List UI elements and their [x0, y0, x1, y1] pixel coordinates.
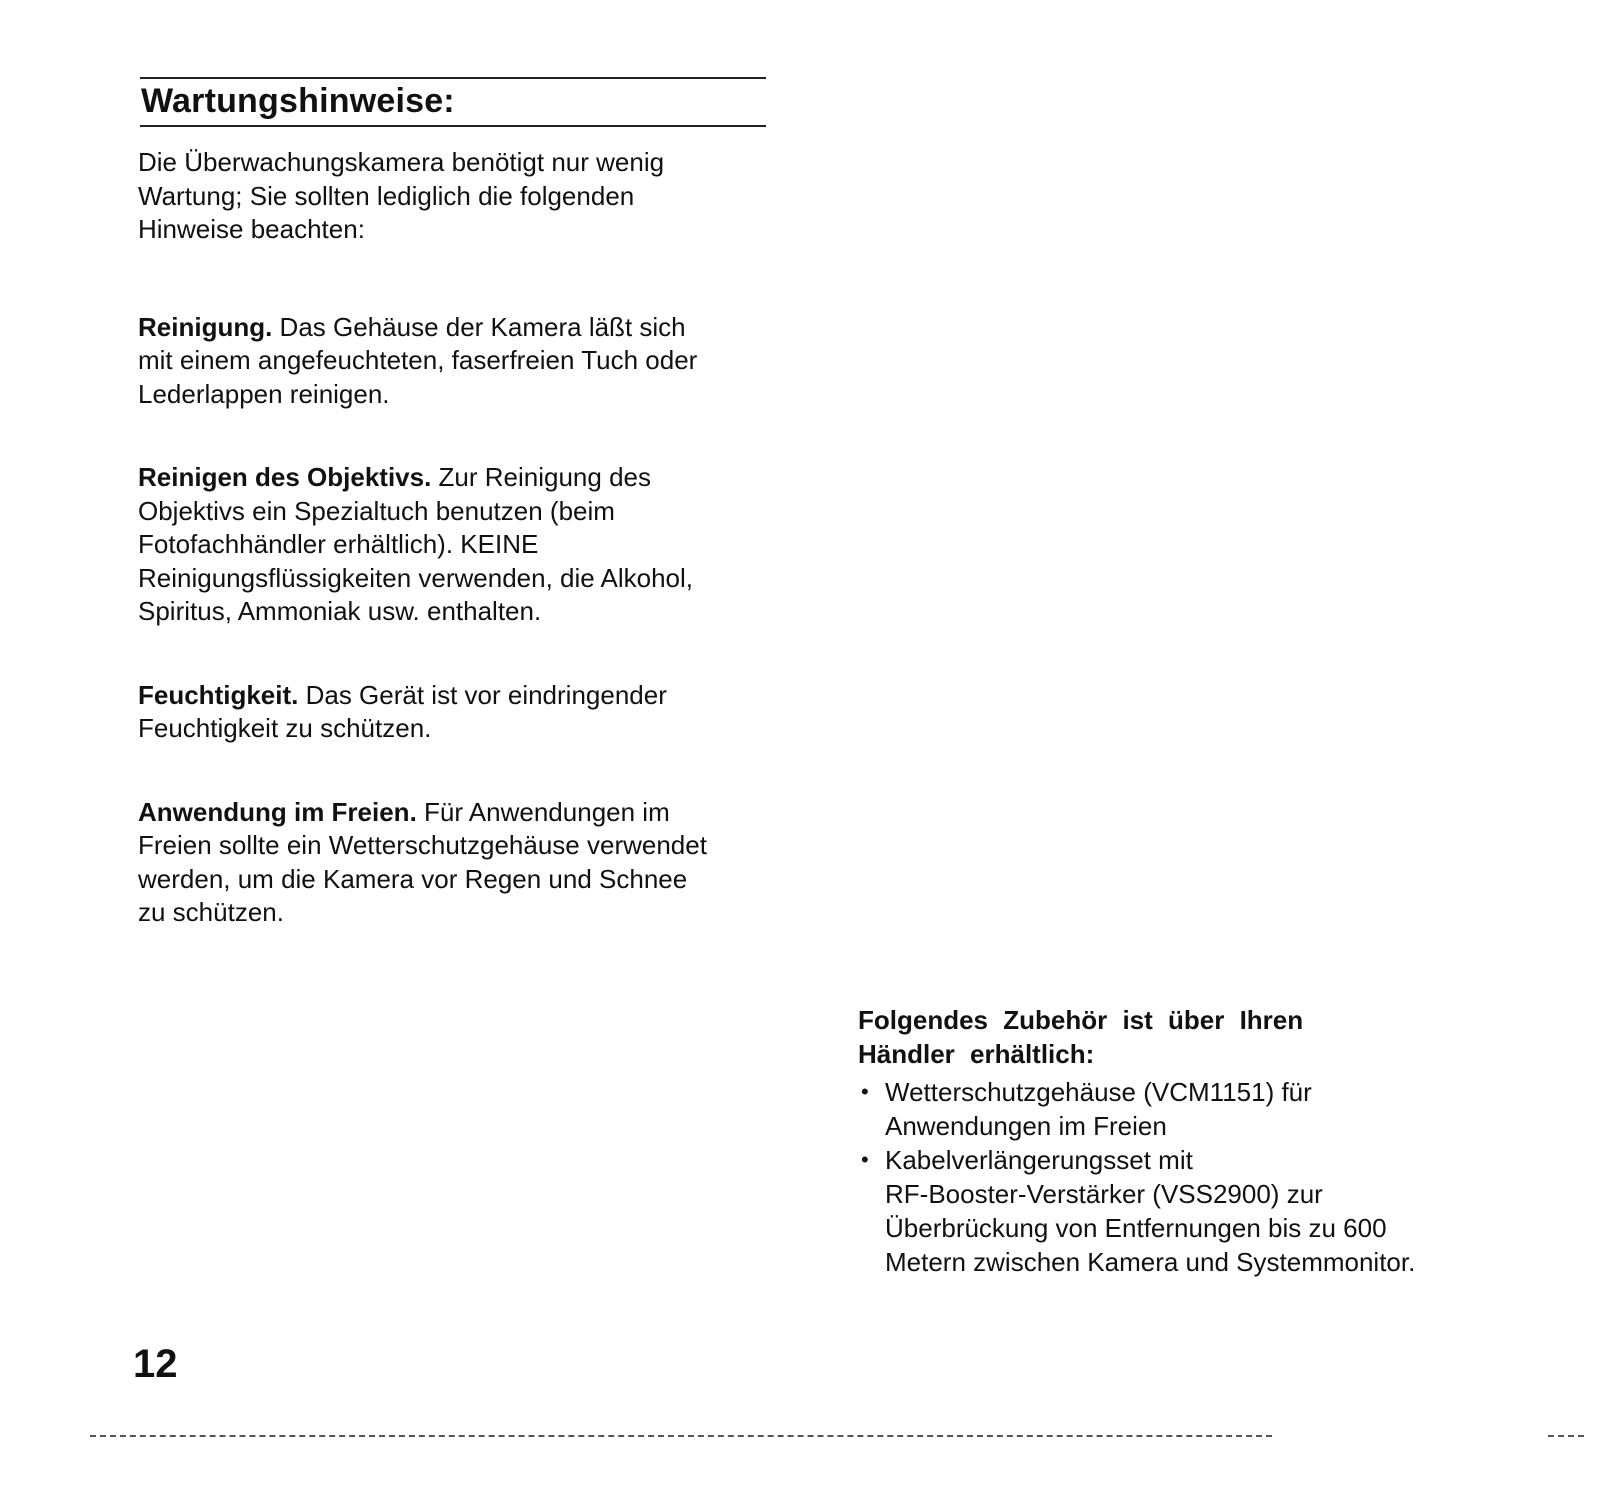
- heading-rule-bottom: [140, 125, 766, 127]
- list-item: [858, 1075, 1498, 1143]
- paragraph-lead: Feuchtigkeit.: [138, 679, 299, 710]
- paragraph-text: Das Gehäuse der Kamera läßt sich mit einem angefeuchteten, faserfreien Tuch oder Lederlappen reinigen.: [138, 311, 698, 409]
- intro-paragraph: Die Überwachungskamera benötigt nur wenig Wartung; Sie sollten lediglich die folgenden Hinweise beachten:: [138, 147, 665, 244]
- paragraph-text: Das Gerät ist vor eindringender Feuchtigkeit zu schützen.: [138, 679, 667, 743]
- paragraph-lead: Reinigen des Objektivs.: [138, 462, 432, 492]
- bullet-icon: •: [861, 1147, 869, 1172]
- maintenance-column: [138, 146, 778, 980]
- list-item-text: Wetterschutzgehäuse (VCM1151) für Anwendungen im Freien: [885, 1077, 1312, 1141]
- paragraph-lead: Anwendung im Freien.: [138, 796, 417, 827]
- paragraph-lead: Reinigung.: [138, 311, 273, 342]
- paragraph-text: Zur Reinigung des Objektivs ein Spezialtuch benutzen (beim Fotofachhändler erhältlich). KEINE Reinigungsflüssigkeiten verwenden, die Alkohol, Spiritus, Ammoniak usw. enthalten.: [138, 462, 694, 626]
- accessories-title: Folgendes Zubehör ist über Ihren Händler erhältlich:: [858, 1005, 1304, 1069]
- paragraph-outdoor-use: [138, 796, 778, 930]
- list-item: [858, 1143, 1498, 1279]
- paragraph-text: Für Anwendungen im Freien sollte ein Wetterschutzgehäuse verwendet werden, um die Kamera vor Regen und Schnee zu schützen.: [138, 796, 707, 927]
- paragraph-cleaning: [138, 311, 778, 412]
- page-number: 12: [133, 1342, 178, 1386]
- accessories-list: [858, 1075, 1498, 1279]
- accessories-column: [858, 1003, 1498, 1279]
- list-item-text: Kabelverlängerungsset mit RF-Booster-Verstärker (VSS2900) zur Überbrückung von Entfernungen bis zu 600 Metern zwischen Kamera und Systemmonitor.: [885, 1145, 1416, 1277]
- footer-rule: [90, 1435, 1272, 1437]
- paragraph-lens-cleaning: [138, 461, 778, 629]
- paragraph-moisture: [138, 679, 778, 746]
- section-title: Wartungshinweise:: [141, 82, 455, 120]
- footer-rule-right: [1548, 1435, 1584, 1437]
- bullet-icon: •: [861, 1079, 869, 1104]
